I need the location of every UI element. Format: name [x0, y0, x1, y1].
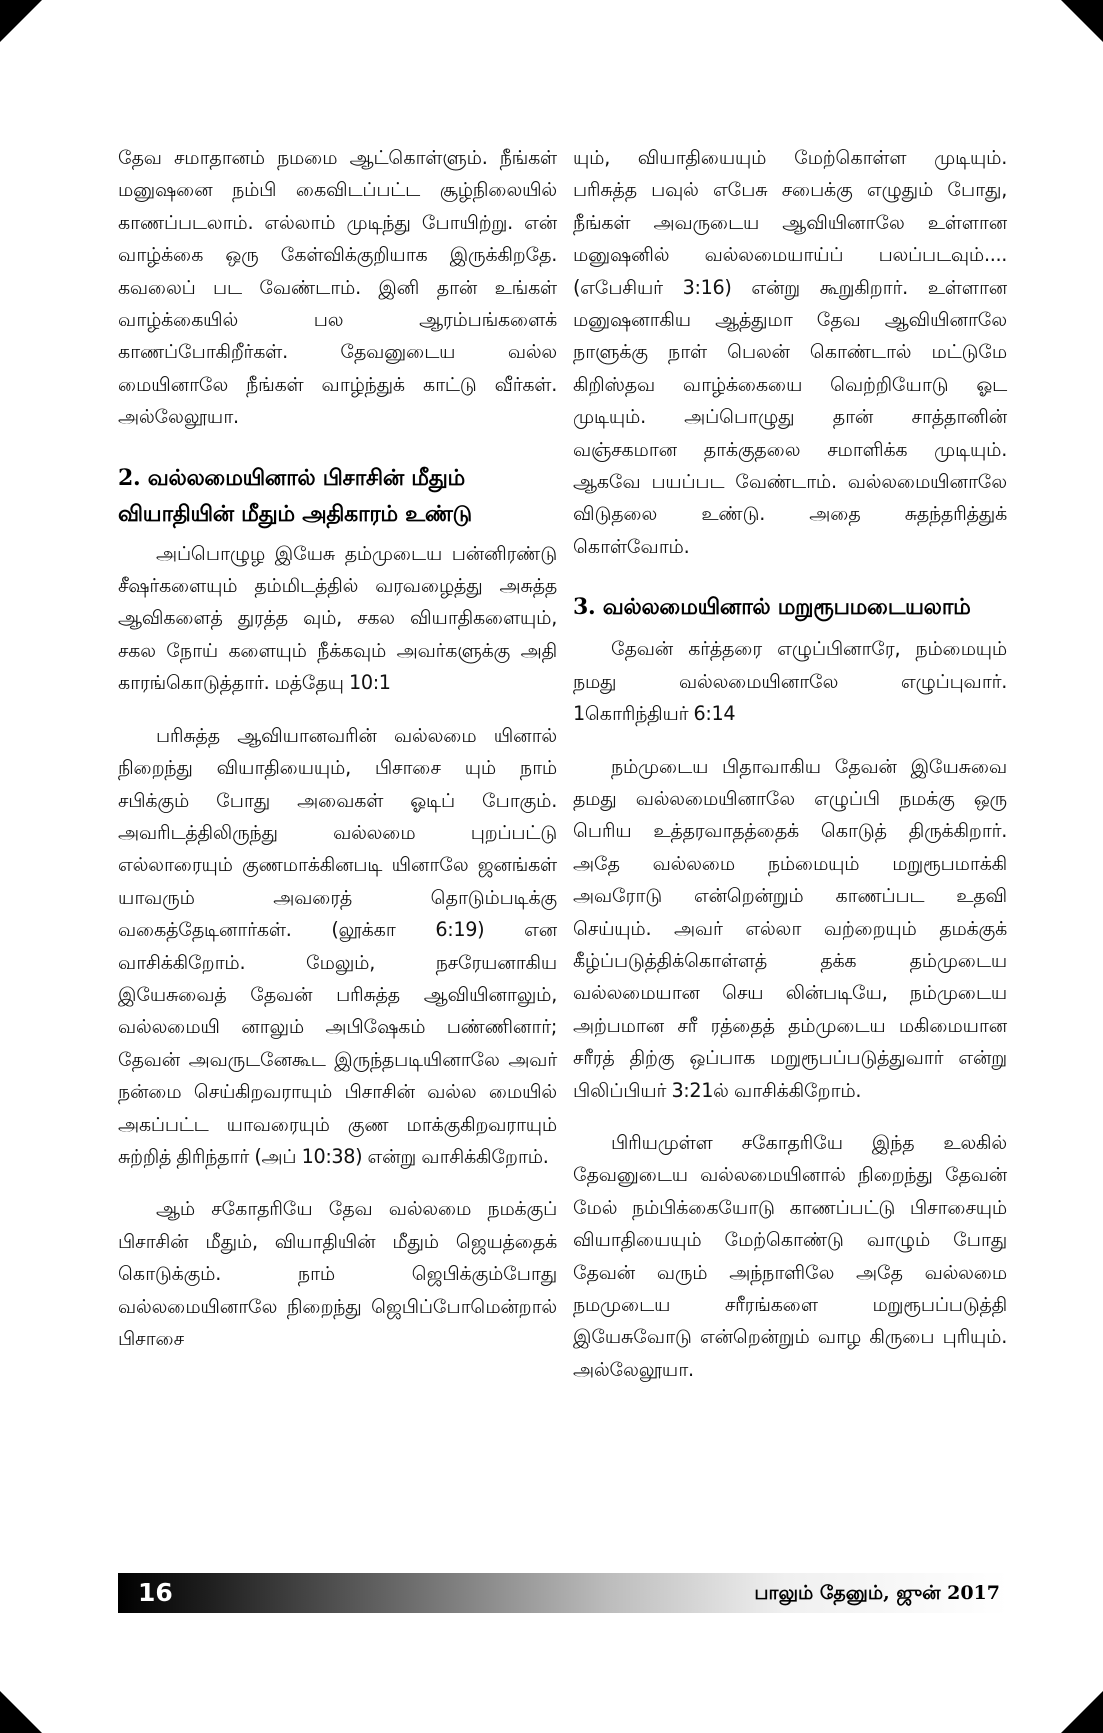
magazine-issue: பாலும் தேனும், ஜுன் 2017 — [754, 1582, 1000, 1604]
left-paragraph-3: பரிசுத்த ஆவியானவரின் வல்லமை யினால் நிறைந்து வியாதியையும், பிசாசை யும் நாம் சபிக்கும் போது அவைகள் ஓடிப் போகும். அவரிடத்திலிருந்து வல்லமை புறப்பட்டு எல்லாரையும் குணமாக்கினபடி யினாலே ஜனங்கள் யாவரும் அவரைத் தொடும்படிக்கு வகைத்தேடினார்கள். (லூக்கா 6:19) என வாசிக்கிறோம். மேலும், நசரேயனாகிய இயேசுவைத் தேவன் பரிசுத்த ஆவியினாலும், வல்லமையி னாலும் அபிஷேகம் பண்ணினார்; தேவன் அவருடனேகூட இருந்தபடியினாலே அவர் நன்மை செய்கிறவராயும் பிசாசின் வல்ல மையில் அகப்பட்ட யாவரையும் குண மாக்குகிறவராயும் சுற்றித் திரிந்தார் (அப் 10:38) என்று வாசிக்கிறோம். — [118, 723, 557, 1168]
left-paragraph-4: ஆம் சகோதரியே தேவ வல்லமை நமக்குப் பிசாசின் மீதும், வியாதியின் மீதும் ஜெயத்தைக் கொடுக்கும். நாம் ஜெபிக்கும்போது வல்லமையினாலே நிறைந்து ஜெபிப்போமென்றால் பிசாசை — [118, 1197, 557, 1350]
left-paragraph-2: அப்பொழுழ இயேசு தம்முடைய பன்னிரண்டு சீஷர்களையும் தம்மிடத்தில் வரவழைத்து அசுத்த ஆவிகளைத் துரத்த வும், சகல வியாதிகளையும், சகல நோய் களையும் நீக்கவும் அவர்களுக்கு அதி காரங்கொடுத்தார். மத்தேயு 10:1 — [118, 541, 557, 695]
right-paragraph-4: பிரியமுள்ள சகோதரியே இந்த உலகில் தேவனுடைய வல்லமையினால் நிறைந்து தேவன் மேல் நம்பிக்கையோடு காணப்பட்டு பிசாசையும் வியாதியையும் மேற்கொண்டு வாழும் போது தேவன் வரும் அந்நாளிலே அதே வல்லமை நமமுடைய சரீரங்களை மறுரூபப்படுத்தி இயேசுவோடு என்றென்றும் வாழ கிருபை புரியும். அல்லேலூயா. — [573, 1130, 1007, 1381]
page-number: 16 — [138, 1578, 173, 1607]
page-corner-bottom-left — [0, 1691, 42, 1733]
right-paragraph-2: தேவன் கர்த்தரை எழுப்பினாரே, நம்மையும் நமது வல்லமையினாலே எழுப்புவார். 1கொரிந்தியர் 6:14 — [573, 637, 1007, 726]
page-corner-top-left — [0, 0, 42, 42]
right-paragraph-1: யும், வியாதியையும் மேற்கொள்ள முடியும். பரிசுத்த பவுல் எபேசு சபைக்கு எழுதும் போது, நீங்கள் அவருடைய ஆவியினாலே உள்ளான மனுஷனில் வல்லமையாய்ப் பலப்படவும்.... (எபேசியர் 3:16) என்று கூறுகிறார். உள்ளான மனுஷனாகிய ஆத்துமா தேவ ஆவியினாலே நாளுக்கு நாள் பெலன் கொண்டால் மட்டுமே கிறிஸ்தவ வாழ்க்கையை வெற்றியோடு ஓட முடியும். அப்பொழுது தான் சாத்தானின் வஞ்சகமான தாக்குதலை சமாளிக்க முடியும். ஆகவே பயப்பட வேண்டாம். வல்லமையினாலே விடுதலை உண்டு. அதை சுதந்தரித்துக் கொள்வோம். — [573, 146, 1007, 558]
page-corner-bottom-right — [1061, 1691, 1103, 1733]
left-paragraph-1: தேவ சமாதானம் நமமை ஆட்கொள்ளும். நீங்கள் மனுஷனை நம்பி கைவிடப்பட்ட சூழ்நிலையில் காணப்படலாம். எல்லாம் முடிந்து போயிற்று. என் வாழ்க்கை ஒரு கேள்விக்குறியாக இருக்கிறதே. கவலைப் பட வேண்டாம். இனி தான் உங்கள் வாழ்க்கையில் பல ஆரம்பங்களைக் காணப்போகிறீர்கள். தேவனுடைய வல்ல மையினாலே நீங்கள் வாழ்ந்துக் காட்டு வீர்கள். அல்லேலூயா. — [118, 146, 557, 429]
right-paragraph-3: நம்முடைய பிதாவாகிய தேவன் இயேசுவை தமது வல்லமையினாலே எழுப்பி நமக்கு ஒரு பெரிய உத்தரவாதத்தைக் கொடுத் திருக்கிறார். அதே வல்லமை நம்மையும் மறுரூபமாக்கி அவரோடு என்றென்றும் காணப்பட உதவி செய்யும். அவர் எல்லா வற்றையும் தமக்குக் கீழ்ப்படுத்திக்கொள்ளத் தக்க தம்முடைய வல்லமையான செய லின்படியே, நம்முடைய அற்பமான சரீ ரத்தைத் தம்முடைய மகிமையான சரீரத் திற்கு ஒப்பாக மறுரூபப்படுத்துவார் என்று பிலிப்பியர் 3:21ல் வாசிக்கிறோம். — [573, 754, 1007, 1102]
right-column — [573, 142, 1007, 1386]
section-3-heading: 3. வல்லமையினால் மறுரூபமடையலாம் — [573, 594, 971, 621]
section-2-heading: 2. வல்லமையினால் பிசாசின் மீதும் வியாதியின் மீதும் அதிகாரம் உண்டு — [118, 464, 472, 527]
footer-bar — [118, 1573, 1008, 1613]
page-corner-top-right — [1061, 0, 1103, 42]
left-column — [118, 142, 557, 1355]
